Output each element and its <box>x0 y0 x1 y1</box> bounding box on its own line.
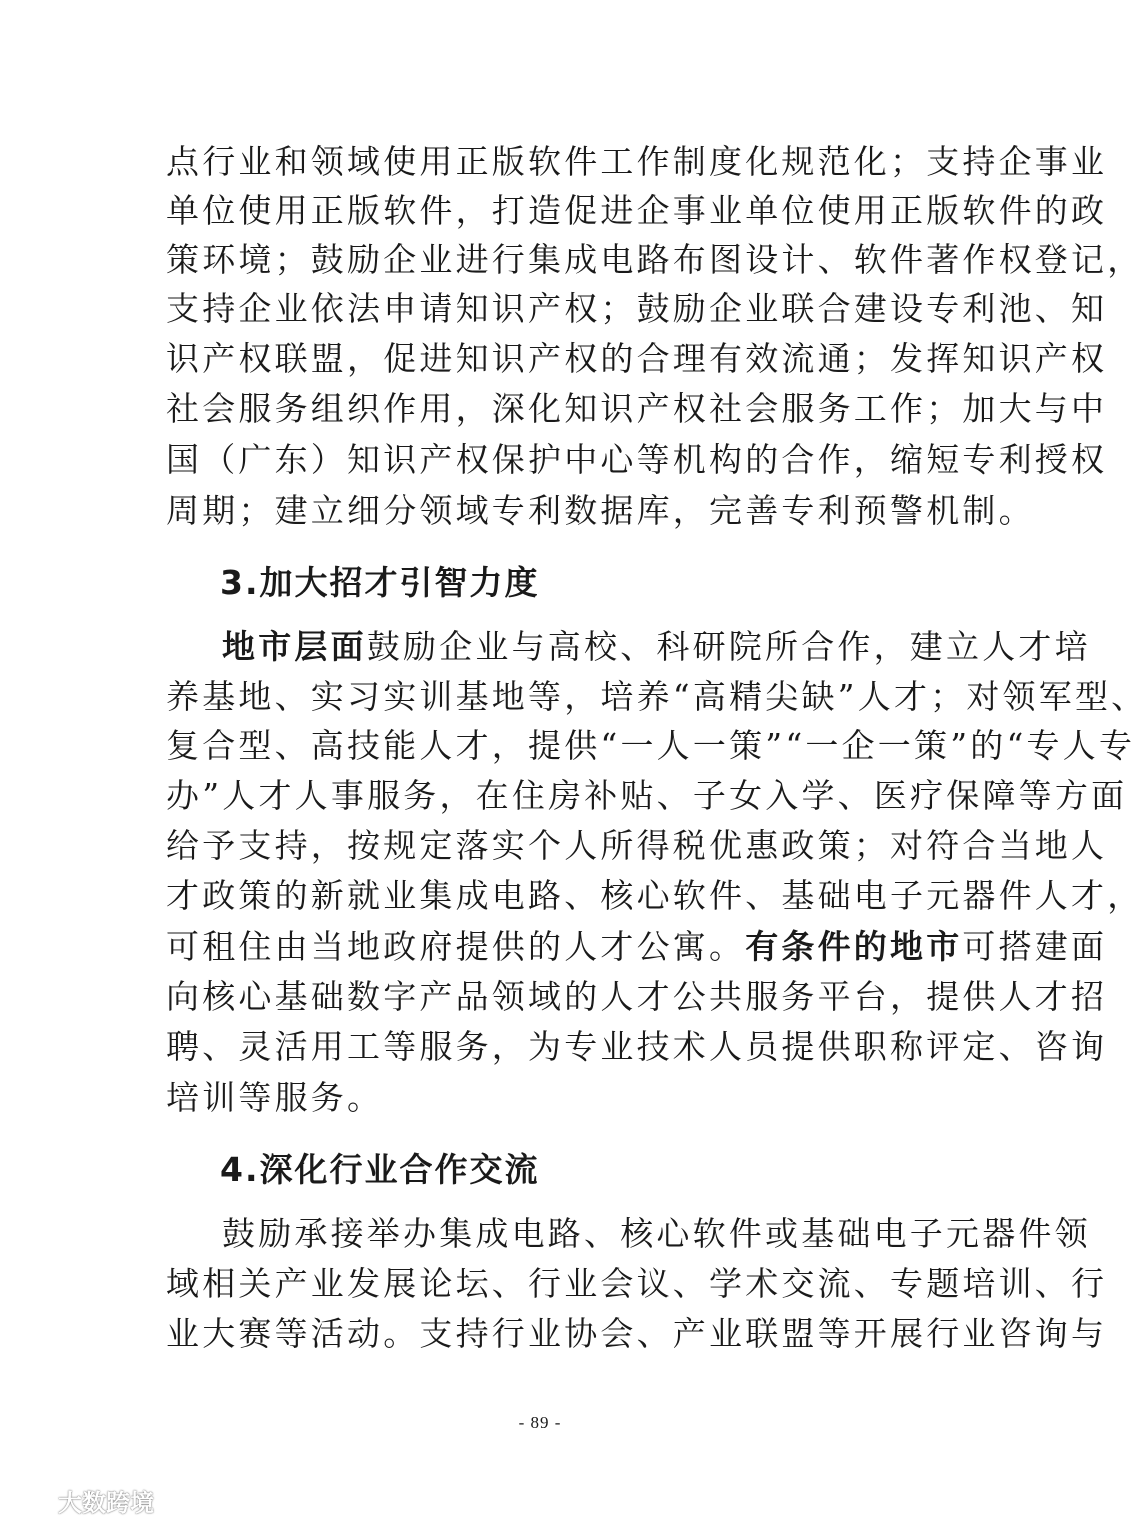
text-line: 策环境；鼓励企业进行集成电路布图设计、软件著作权登记， <box>166 240 1144 279</box>
text-line: 周期；建立细分领域专利数据库，完善专利预警机制。 <box>166 491 1035 530</box>
text-line: 才政策的新就业集成电路、核心软件、基础电子元器件人才， <box>166 876 1144 915</box>
text-line: 鼓励承接举办集成电路、核心软件或基础电子元器件领 <box>222 1214 1091 1253</box>
text-line <box>166 927 1108 967</box>
text-line: 培训等服务。 <box>166 1078 384 1117</box>
section-heading-3: 3.加大招才引智力度 <box>220 563 540 602</box>
page-number: - 89 - <box>518 1413 562 1432</box>
text-line: 复合型、高技能人才，提供“一人一策”“一企一策”的“专人专 <box>166 726 1136 765</box>
text-line: 单位使用正版软件，打造促进企事业单位使用正版软件的政 <box>166 191 1108 230</box>
text-line: 养基地、实习实训基地等，培养“高精尖缺”人才；对领军型、 <box>166 677 1147 716</box>
section-heading-4: 4.深化行业合作交流 <box>220 1150 540 1189</box>
text-span: 可租住由当地政府提供的人才公寓。 <box>166 927 746 966</box>
text-line: 聘、灵活用工等服务，为专业技术人员提供职称评定、咨询 <box>166 1027 1108 1066</box>
text-line: 向核心基础数字产品领域的人才公共服务平台，提供人才招 <box>166 977 1108 1016</box>
text-line: 业大赛等活动。支持行业协会、产业联盟等开展行业咨询与 <box>166 1314 1108 1353</box>
text-span: 鼓励企业与高校、科研院所合作，建立人才培 <box>366 627 1091 666</box>
text-span: 可搭建面 <box>962 927 1108 966</box>
text-line: 域相关产业发展论坛、行业会议、学术交流、专题培训、行 <box>166 1264 1108 1303</box>
text-line: 社会服务组织作用，深化知识产权社会服务工作；加大与中 <box>166 389 1108 428</box>
text-line: 支持企业依法申请知识产权；鼓励企业联合建设专利池、知 <box>166 289 1108 328</box>
weibo-logo-icon <box>10 1483 52 1517</box>
text-line: 给予支持，按规定落实个人所得税优惠政策；对符合当地人 <box>166 826 1108 865</box>
text-line: 点行业和领域使用正版软件工作制度化规范化；支持企事业 <box>166 142 1108 181</box>
watermark <box>10 1482 154 1518</box>
text-line: 识产权联盟，促进知识产权的合理有效流通；发挥知识产权 <box>166 339 1108 378</box>
text-line: 办”人才人事服务，在住房补贴、子女入学、医疗保障等方面 <box>166 776 1128 815</box>
bold-phrase: 有条件的地市 <box>745 927 963 966</box>
text-line <box>222 627 1091 667</box>
watermark-text: 大数跨境 <box>58 1488 154 1517</box>
bold-phrase: 地市层面 <box>222 627 367 666</box>
text-line: 国（广东）知识产权保护中心等机构的合作，缩短专利授权 <box>166 440 1108 479</box>
